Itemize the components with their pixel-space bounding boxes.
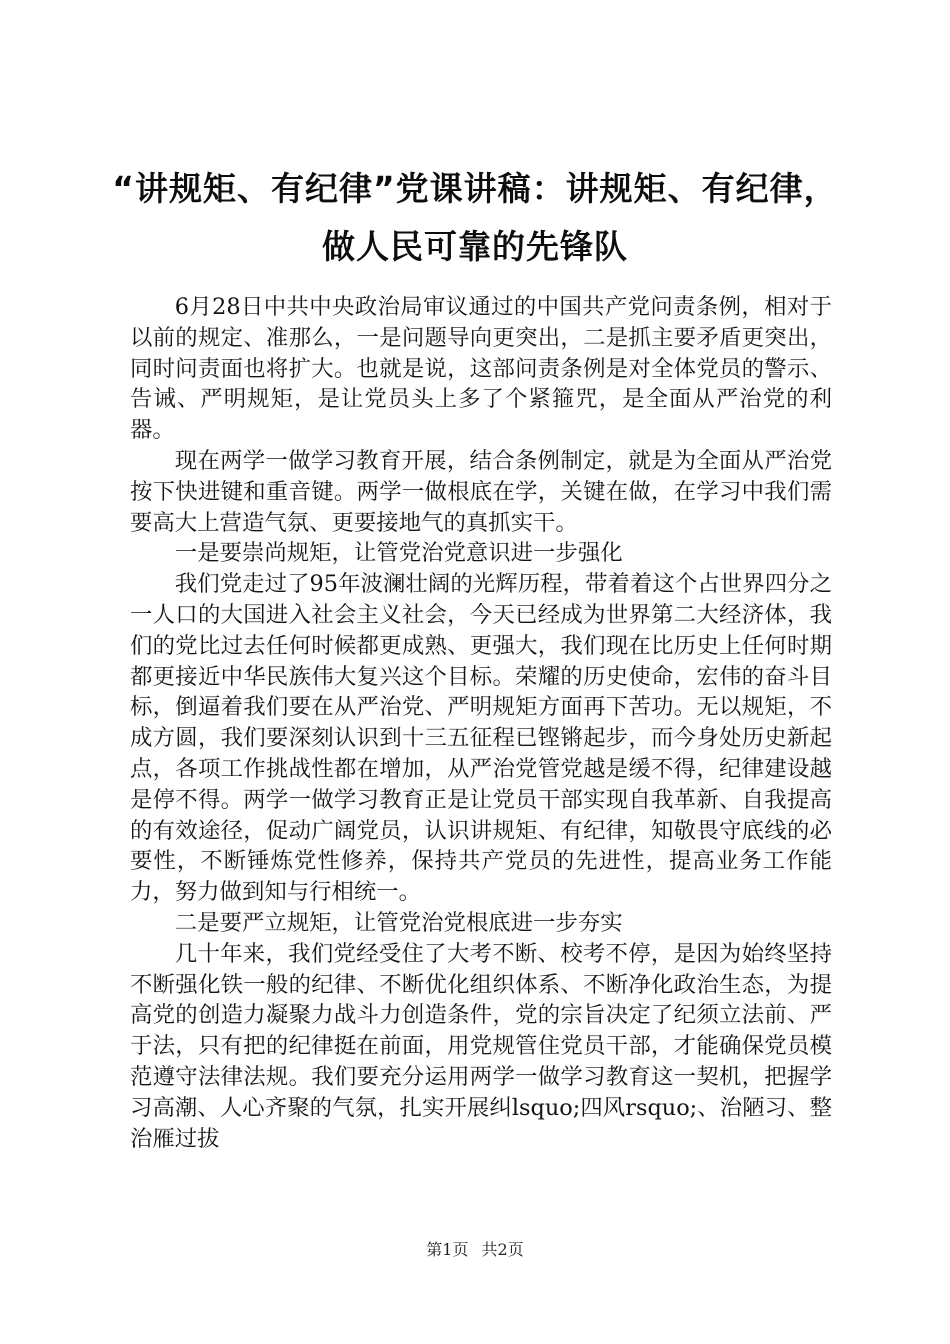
page-total: 共2页 <box>481 1240 524 1259</box>
paragraph: 我们党走过了95年波澜壮阔的光辉历程，带着着这个占世界四分之一人口的大国进入社会主义社会，今天已经成为世界第二大经济体，我们的党比过去任何时候都更成熟、更强大，我们现在比历史上任何时期都更接近中华民族伟大复兴这个目标。荣耀的历史使命，宏伟的奋斗目标，倒逼着我们要在从严治党、严明规矩方面再下苦功。无以规矩，不成方圆，我们要深刻认识到十三五征程已铿锵起步，而今身处历史新起点，各项工作挑战性都在增加，从严治党管党越是缓不得，纪律建设越是停不得。两学一做学习教育正是让党员干部实现自我革新、自我提高的有效途径，促动广阔党员，认识讲规矩、有纪律，知敬畏守底线的必要性，不断锤炼党性修养，保持共产党员的先进性，提高业务工作能力，努力做到知与行相统一。 <box>130 571 832 906</box>
section-heading: 二是要严立规矩，让管党治党根底进一步夯实 <box>174 909 623 936</box>
paragraph: 几十年来，我们党经受住了大考不断、校考不停，是因为始终坚持不断强化铁一般的纪律、不断优化组织体系、不断净化政治生态，为提高党的创造力凝聚力战斗力创造条件，党的宗旨决定了纪须立法前、严于法，只有把的纪律挺在前面，用党规管住党员干部，才能确保党员模范遵守法律法规。我们要充分运用两学一做学习教育这一契机，把握学习高潮、人心齐聚的气氛，扎实开展纠lsquo;四风rsquo;、治陋习、整治雁过拔 <box>130 940 832 1152</box>
document-title: “讲规矩、有纪律”党课讲稿：讲规矩、有纪律，做人民可靠的先锋队 <box>112 169 838 266</box>
paragraph: 6月28日中共中央政治局审议通过的中国共产党问责条例，相对于以前的规定、准那么，一是问题导向更突出，二是抓主要矛盾更突出，同时问责面也将扩大。也就是说，这部问责条例是对全体党员的警示、告诫、严明规矩，是让党员头上多了个紧箍咒，是全面从严治党的利器。 <box>130 294 832 444</box>
page-number: 第1页 <box>426 1240 469 1259</box>
page-footer <box>0 1239 950 1261</box>
paragraph: 现在两学一做学习教育开展，结合条例制定，就是为全面从严治党按下快进键和重音键。两学一做根底在学，关键在做，在学习中我们需要高大上营造气氛、更要接地气的真抓实干。 <box>130 447 832 536</box>
document-body <box>130 292 832 1154</box>
section-heading: 一是要崇尚规矩，让管党治党意识进一步强化 <box>174 540 623 567</box>
